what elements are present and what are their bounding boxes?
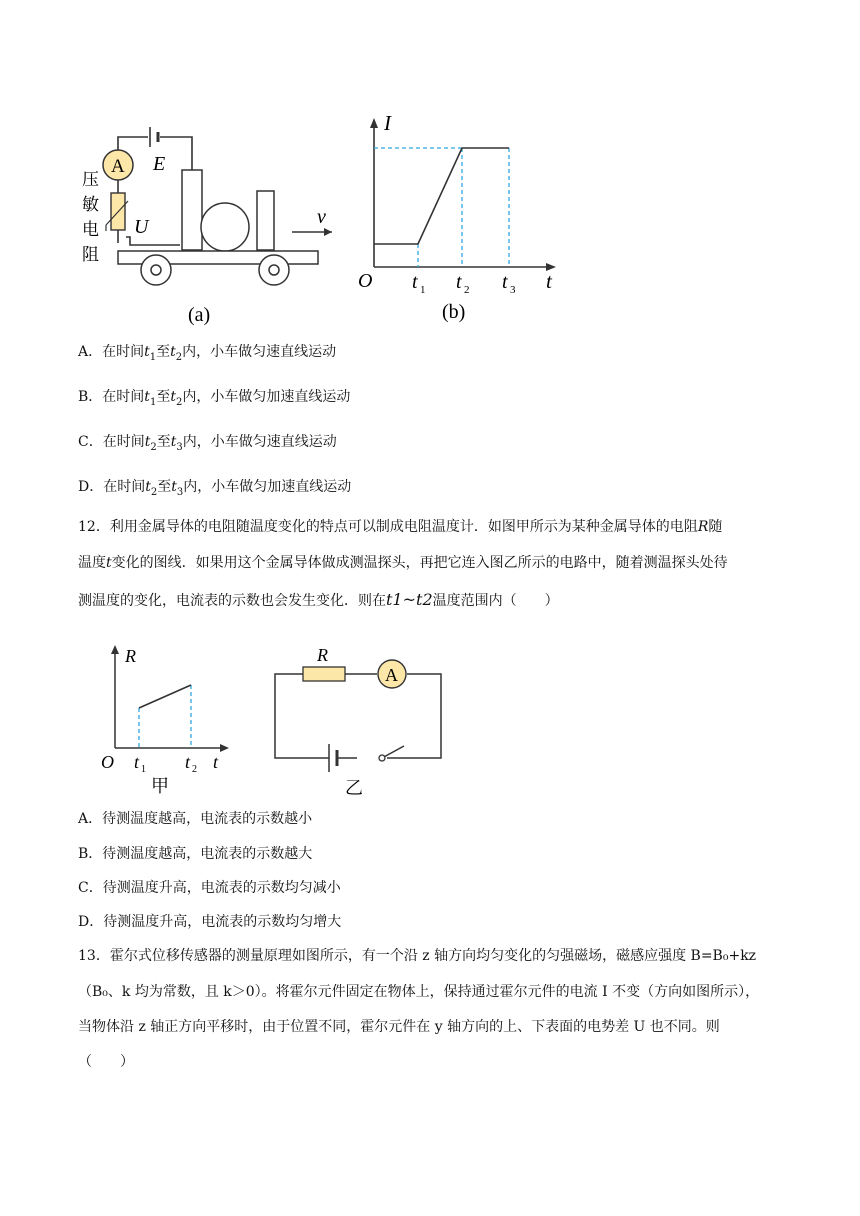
jia-y-axis: R [125, 646, 136, 666]
figure-yi-circuit [265, 640, 455, 802]
q12-line-2: 温度t变化的图线．如果用这个金属导体做成测温探头，再把它连入图乙所示的电路中，随着测温探头处待 [78, 555, 728, 571]
tick-t3: t [502, 271, 508, 293]
svg-text:2: 2 [464, 284, 470, 296]
q13-line-1: 13．霍尔式位移传感器的测量原理如图所示，有一个沿 z 轴方向均匀变化的匀强磁场，磁感应强度 B=B₀+kz [78, 948, 757, 964]
resistance-curve [139, 685, 191, 708]
y-axis-label: I [384, 111, 391, 135]
current-curve [374, 148, 509, 244]
svg-text:3: 3 [510, 284, 516, 296]
q11-option-d: D．在时间$t_2$至$t_3$内，小车做匀加速直线运动 [78, 479, 352, 498]
q11-option-c: C．在时间$t_2$至$t_3$内，小车做匀速直线运动 [78, 434, 337, 453]
figure-b-current-graph [352, 110, 567, 325]
label-emf: E [153, 153, 166, 175]
label-velocity: v [317, 206, 326, 228]
tick-t1: t [412, 271, 418, 293]
q12-line-1: 12．利用金属导体的电阻随温度变化的特点可以制成电阻温度计．如图甲所示为某种金属导体的电阻R随 [78, 519, 723, 535]
q12-option-d: D．待测温度升高，电流表的示数均匀增大 [78, 914, 342, 930]
x-axis-label: t [546, 269, 552, 293]
velocity-arrow-icon [324, 228, 332, 236]
q13-line-2: （B₀、k 均为常数，且 k＞0）。将霍尔元件固定在物体上，保持通过霍尔元件的电流 I 不变（方向如图所示）， [78, 984, 760, 1000]
resistor-label-4: 阻 [82, 245, 99, 264]
resistor-r-label: R [317, 645, 328, 665]
q11-option-a: A．在时间$t_1$至$t_2$内，小车做匀速直线运动 [78, 344, 337, 363]
q11-option-b: B．在时间$t_1$至$t_2$内，小车做匀加速直线运动 [78, 389, 351, 408]
figure-a-cart-circuit [70, 115, 340, 330]
figure-b-label: (b) [442, 301, 466, 323]
figure-a-label: (a) [188, 304, 211, 326]
svg-text:t: t [185, 752, 191, 772]
jia-x-axis: t [213, 752, 219, 772]
figure-jia-resistance-graph [95, 640, 245, 800]
label-voltage: U [134, 216, 149, 238]
svg-text:1: 1 [420, 284, 426, 296]
origin-label: O [358, 270, 373, 292]
svg-text:t: t [134, 752, 140, 772]
jia-label: 甲 [151, 776, 169, 796]
cart-post-left [182, 170, 202, 250]
q12-line-3: 测温度的变化，电流表的示数也会发生变化．则在t1~t2温度范围内（ ） [78, 590, 559, 609]
svg-text:A: A [385, 665, 398, 685]
tick-t2: t [456, 271, 462, 293]
resistor-label-1: 压 [82, 170, 99, 189]
resistor-label-3: 电 [82, 220, 99, 239]
resistor-label-2: 敏 [82, 195, 99, 214]
jia-origin: O [101, 752, 114, 772]
q12-option-c: C．待测温度升高，电流表的示数均匀减小 [78, 880, 341, 896]
cart-post-right [257, 191, 274, 250]
q12-option-b: B．待测温度越高，电流表的示数越大 [78, 846, 313, 862]
yi-label: 乙 [345, 778, 363, 798]
q12-option-a: A．待测温度越高，电流表的示数越小 [78, 811, 313, 827]
ammeter-letter: A [111, 156, 125, 177]
q13-line-4: （ ） [78, 1054, 134, 1070]
svg-text:1: 1 [141, 764, 146, 775]
resistor-r [303, 667, 345, 681]
svg-text:2: 2 [192, 764, 197, 775]
q13-line-3: 当物体沿 z 轴正方向平移时，由于位置不同，霍尔元件在 y 轴方向的上、下表面的电势差 U 也不同。则 [78, 1019, 720, 1035]
cart-ball [201, 203, 249, 251]
